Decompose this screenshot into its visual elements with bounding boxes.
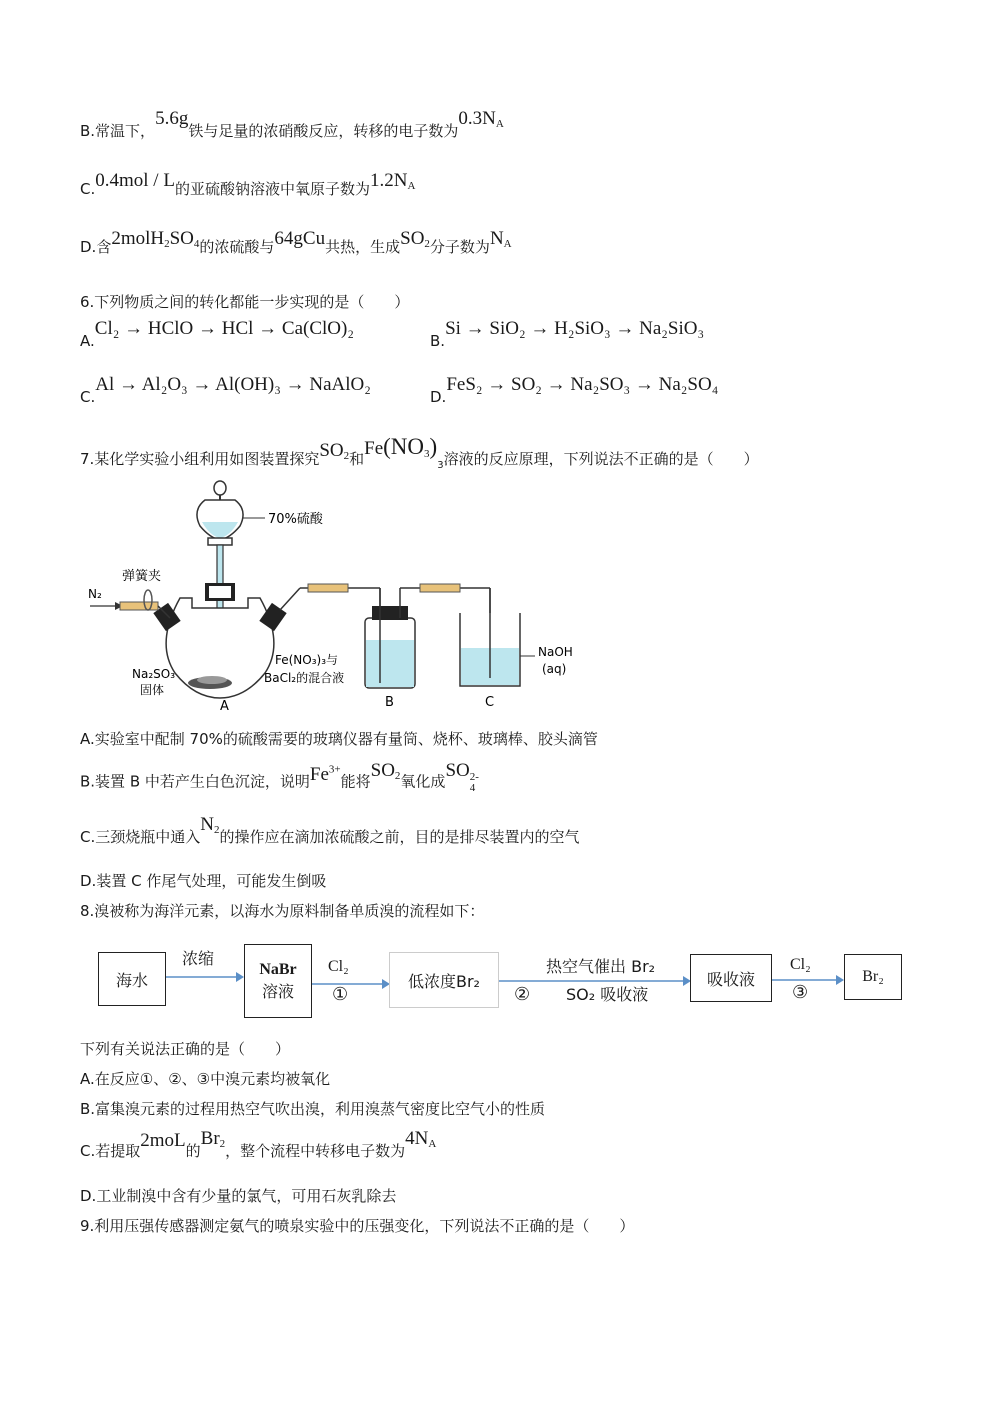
solid-label: Na₂SO₃ <box>132 667 176 681</box>
q6-option-b: B.Si → SiO₂ → H₂SiO₃ → Na₂SiO₃ <box>430 318 705 350</box>
option-text: 的亚硫酸钠溶液中氧原子数为 <box>174 180 370 198</box>
math-moles: 2moL <box>140 1130 186 1151</box>
solid-label-2: 固体 <box>140 683 165 697</box>
flow-label-so2: SO₂ 吸收液 <box>566 985 649 1004</box>
flow-arrow <box>499 974 691 988</box>
flow-label-cl2: Cl₂ <box>328 958 349 975</box>
flow-label-concentrate: 浓缩 <box>182 949 215 968</box>
funnel-stopper <box>214 481 226 495</box>
q8-option-a: A.在反应①、②、③中溴元素均被氧化 <box>80 1070 331 1088</box>
q8-sub-stem: 下列有关说法正确的是（ ） <box>80 1040 291 1058</box>
flow-label-cl2-b: Cl₂ <box>790 956 811 973</box>
math-so4: SO 2- 4 <box>445 760 479 795</box>
option-text: 的浓硫酸与 <box>199 238 275 256</box>
flow-box-low-br2: 低浓度Br₂ <box>389 952 499 1008</box>
option-text: 共热，生成 <box>325 238 401 256</box>
flow-box-br2: Br₂ <box>844 954 902 1000</box>
flow-box-absorb: 吸收液 <box>690 954 772 1002</box>
q9-stem: 9.利用压强传感器测定氨气的喷泉实验中的压强变化，下列说法不正确的是（ ） <box>80 1217 635 1235</box>
math-so2: $SO_2$ <box>370 760 401 783</box>
math-h2so4: $2molH_2SO_4$ <box>111 228 200 250</box>
flow-step-2: ② <box>514 984 531 1005</box>
math-concentration: 0.4mol / L <box>95 170 175 191</box>
option-text: 分子数为 <box>429 238 490 256</box>
flow-arrow <box>772 973 844 987</box>
q6-option-d: D.FeS₂ → SO₂ → Na₂SO₃ → Na₂SO₄ <box>430 374 719 406</box>
stopcock <box>208 538 232 545</box>
q5-option-b <box>80 108 504 142</box>
math-na: $N_A$ <box>489 228 512 250</box>
q7-stem: 7.某化学实验小组利用如图装置探究$SO_2$和$Fe(NO_3)_3$溶液的反应原理，下列说法不正确的是（ ） <box>80 434 759 471</box>
label-b: B <box>385 695 394 710</box>
math-so2: $SO_2$ <box>319 440 350 462</box>
mixture-label-2: BaCl₂的混合液 <box>264 671 345 685</box>
q6-stem: 6.下列物质之间的转化都能一步实现的是（ ） <box>80 293 410 311</box>
n2-label: N₂ <box>88 587 102 601</box>
flow-step-1: ① <box>332 984 349 1005</box>
math-fe-no3-3: $Fe(NO_3)$ <box>364 434 438 460</box>
clamp-label: 弹簧夹 <box>122 569 162 584</box>
q7-option-c: C.三颈烧瓶中通入$N_2$的操作应在滴加浓硫酸之前，目的是排尽装置内的空气 <box>80 814 580 846</box>
q7-option-a: A.实验室中配制 70%的硫酸需要的玻璃仪器有量筒、烧杯、玻璃棒、胶头滴管 <box>80 730 598 748</box>
q5-option-d <box>80 228 512 258</box>
option-text: C. <box>80 180 96 198</box>
math-electrons: $0.3N_A$ <box>458 108 504 130</box>
mixture-label: Fe(NO₃)₃与 <box>275 653 339 667</box>
flow-box-nabr: NaBr 溶液 <box>244 944 312 1018</box>
flow-arrow <box>312 977 390 991</box>
naoh-aq-label: (aq) <box>542 662 567 676</box>
flow-label-hot-air: 热空气催出 Br₂ <box>546 957 656 976</box>
q5-option-c <box>80 170 416 200</box>
math-br2: $Br_2$ <box>200 1128 226 1150</box>
q7-option-d: D.装置 C 作尾气处理，可能发生倒吸 <box>80 872 327 890</box>
option-text: B.常温下， <box>80 122 156 140</box>
math-fe3: $Fe^{3+}$ <box>309 764 341 786</box>
acid-label: 70%硫酸 <box>268 512 323 527</box>
q8-option-d: D.工业制溴中含有少量的氯气，可用石灰乳除去 <box>80 1187 397 1205</box>
apparatus-diagram <box>80 478 600 718</box>
label-c: C <box>485 695 495 710</box>
option-text: D.含 <box>80 238 112 256</box>
option-text: 铁与足量的浓硝酸反应，转移的电子数为 <box>188 122 459 140</box>
label-a: A <box>220 699 229 714</box>
math-electrons: $4N_A$ <box>405 1128 437 1150</box>
math-cu: 64gCu <box>274 228 326 249</box>
formula: FeS₂ → SO₂ → Na₂SO₃ → Na₂SO₄ <box>446 374 719 395</box>
q6-option-a: A.Cl₂ → HClO → HCl → Ca(ClO)₂ <box>80 318 354 350</box>
formula: Cl₂ → HClO → HCl → Ca(ClO)₂ <box>94 318 354 339</box>
math-oxygen-atoms: $1.2N_A$ <box>369 170 416 192</box>
q8-option-c: C.若提取2moL的$Br_2$，整个流程中转移电子数为$4N_A$ <box>80 1128 437 1160</box>
flow-box-seawater: 海水 <box>98 952 166 1006</box>
math-so2: $SO_2$ <box>400 228 430 250</box>
q8-option-b: B.富集溴元素的过程用热空气吹出溴，利用溴蒸气密度比空气小的性质 <box>80 1100 546 1118</box>
q6-option-c: C.Al → Al₂O₃ → Al(OH)₃ → NaAlO₂ <box>80 374 371 406</box>
naoh-label: NaOH <box>538 645 573 659</box>
flow-arrow <box>166 970 244 984</box>
q8-stem: 8.溴被称为海洋元素，以海水为原料制备单质溴的流程如下： <box>80 902 485 920</box>
formula: Al → Al₂O₃ → Al(OH)₃ → NaAlO₂ <box>95 374 371 395</box>
math-mass: 5.6g <box>155 108 189 129</box>
q7-option-b: B.装置 B 中若产生白色沉淀，说明$Fe^{3+}$能将$SO_2$氧化成SO 2- 4 <box>80 760 479 795</box>
math-n2: $N_2$ <box>200 814 220 836</box>
formula: Si → SiO₂ → H₂SiO₃ → Na₂SiO₃ <box>445 318 705 339</box>
flow-step-3: ③ <box>792 982 809 1003</box>
